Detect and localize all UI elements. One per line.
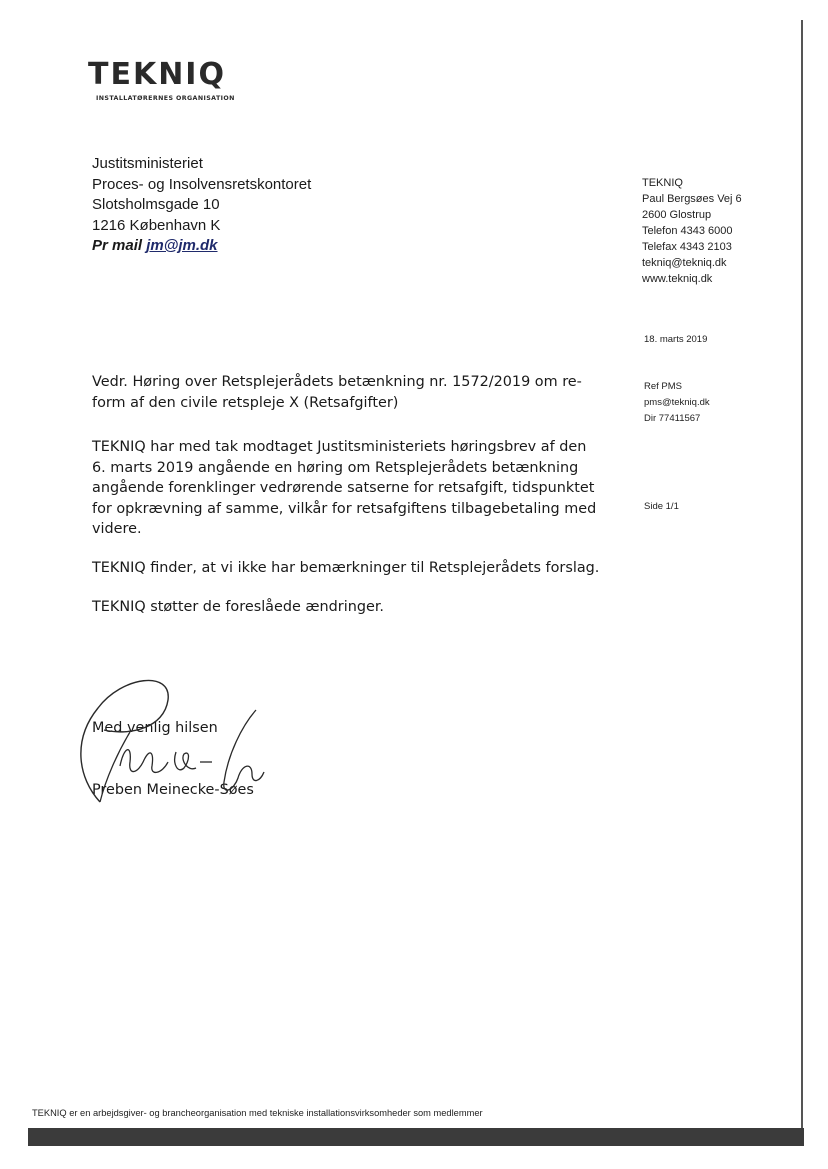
sender-street: Paul Bergsøes Vej 6 [642, 193, 742, 205]
reference-direct: Dir 77411567 [644, 413, 701, 424]
footer-text: TEKNIQ er en arbejdsgiver- og brancheorganisation med tekniske installationsvirksomheder som medlemmer [32, 1108, 483, 1118]
recipient-line-3: Slotsholmsgade 10 [92, 196, 220, 213]
recipient-line-1: Justitsministeriet [92, 155, 203, 172]
handwritten-signature [60, 670, 280, 810]
paragraph-1-line-5: videre. [92, 521, 142, 537]
paragraph-1-line-2: 6. marts 2019 angående en høring om Retsplejerådets betænkning [92, 459, 579, 476]
subject [92, 372, 582, 413]
paragraph-3: TEKNIQ støtter de foreslåede ændringer. [92, 599, 384, 615]
reference-ref: Ref PMS [644, 381, 683, 392]
subject-line-2: form af den civile retspleje X (Retsafgifter) [92, 394, 399, 411]
reference-email[interactable]: pms@tekniq.dk [644, 397, 710, 408]
letter-date: 18. marts 2019 [644, 334, 708, 345]
paragraph-1-line-3: angående forenklinger vedrørende satserne for retsafgift, tidspunktet [92, 480, 595, 496]
logo-wordmark: TEKNIQ [88, 57, 226, 92]
closing-greeting: Med venlig hilsen [92, 720, 218, 736]
footer-bar [28, 1128, 804, 1146]
paragraph-1-line-4: for opkrævning af samme, vilkår for retsafgiftens tilbagebetaling med [92, 500, 597, 517]
recipient-mail [92, 236, 311, 257]
paragraph-1-line-1: TEKNIQ har med tak modtaget Justitsministeriets høringsbrev af den [92, 439, 587, 455]
recipient-line-4: 1216 København K [92, 216, 221, 234]
sender-phone: Telefon 4343 6000 [642, 225, 733, 237]
mail-link[interactable]: jm@jm.dk [146, 237, 218, 254]
paragraph-1 [92, 437, 596, 540]
mail-label: Pr mail [92, 237, 143, 254]
page-indicator: Side 1/1 [644, 501, 679, 512]
recipient-address [92, 154, 311, 257]
sender-city: 2600 Glostrup [642, 209, 712, 221]
sender-email[interactable]: tekniq@tekniq.dk [642, 257, 727, 269]
sender-name: TEKNIQ [642, 177, 683, 189]
page-edge-line [801, 20, 803, 1128]
paragraph-2: TEKNIQ finder, at vi ikke har bemærkninger til Retsplejerådets forslag. [92, 560, 600, 576]
reference-block [644, 379, 710, 427]
sender-address [642, 175, 742, 287]
signatory-name: Preben Meinecke-Søes [92, 782, 254, 798]
subject-line-1: Vedr. Høring over Retsplejerådets betænkning nr. 1572/2019 om re- [92, 374, 582, 390]
sender-web[interactable]: www.tekniq.dk [642, 273, 713, 285]
logo-tagline: INSTALLATØRERNES ORGANISATION [96, 95, 235, 102]
recipient-line-2: Proces- og Insolvensretskontoret [92, 175, 312, 193]
sender-fax: Telefax 4343 2103 [642, 241, 732, 253]
